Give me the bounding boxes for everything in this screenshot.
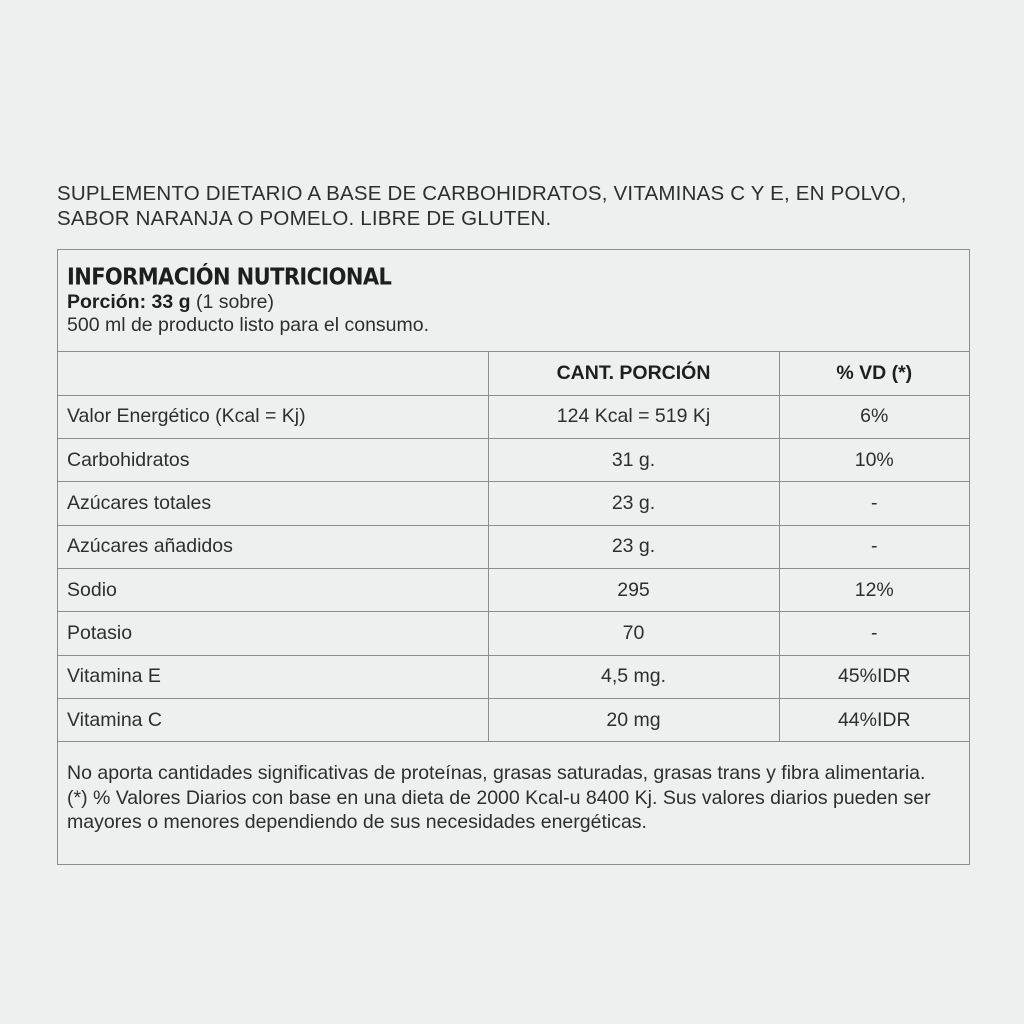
table-row [58,439,969,482]
nutrition-header [58,250,969,352]
nutrient-qty: 23 g. [488,482,779,525]
nutrient-name: Carbohidratos [58,439,488,482]
nutrient-vd: 12% [779,568,969,611]
nutrient-name: Azúcares añadidos [58,525,488,568]
portion-line [67,291,969,313]
nutrient-vd: 44%IDR [779,698,969,741]
nutrient-name: Valor Energético (Kcal = Kj) [58,395,488,438]
column-header-name [58,352,488,395]
nutrient-vd: - [779,612,969,655]
nutrient-vd: - [779,482,969,525]
portion-label: Porción: 33 g [67,291,191,313]
nutrient-vd: - [779,525,969,568]
table-row [58,698,969,741]
product-description: SUPLEMENTO DIETARIO A BASE DE CARBOHIDRATOS, VITAMINAS C Y E, EN POLVO, SABOR NARANJA O POMELO. LIBRE DE GLUTEN. [57,182,907,230]
portion-note: (1 sobre) [195,291,274,313]
table-row [58,395,969,438]
nutrient-vd: 6% [779,395,969,438]
nutrient-qty: 31 g. [488,439,779,482]
nutrient-qty: 295 [488,568,779,611]
nutrient-name: Azúcares totales [58,482,488,525]
nutrient-qty: 70 [488,612,779,655]
nutrient-name: Sodio [58,568,488,611]
nutrition-table [58,352,969,742]
nutrition-title: INFORMACIÓN NUTRICIONAL [67,263,392,290]
nutrient-qty: 124 Kcal = 519 Kj [488,395,779,438]
table-header-row [58,352,969,395]
nutrient-qty: 20 mg [488,698,779,741]
table-row [58,482,969,525]
table-row [58,612,969,655]
nutrient-name: Vitamina E [58,655,488,698]
nutrition-facts-panel [57,249,970,865]
nutrient-qty: 4,5 mg. [488,655,779,698]
table-row [58,525,969,568]
table-row [58,568,969,611]
column-header-vd: % VD (*) [779,352,969,395]
nutrient-qty: 23 g. [488,525,779,568]
nutrient-name: Vitamina C [58,698,488,741]
nutrient-vd: 45%IDR [779,655,969,698]
table-row [58,655,969,698]
nutrient-name: Potasio [58,612,488,655]
ready-to-consume-note: 500 ml de producto listo para el consumo. [67,314,430,336]
column-header-qty: CANT. PORCIÓN [488,352,779,395]
nutrition-footnote: No aporta cantidades significativas de proteínas, grasas saturadas, grasas trans y fibra alimentaria. (*) % Valores Diarios con base en una dieta de 2000 Kcal-u 8400 Kj. Sus valores diarios pueden ser mayores o menores dependiendo de sus necesidades energéticas. [67,762,931,833]
nutrient-vd: 10% [779,439,969,482]
